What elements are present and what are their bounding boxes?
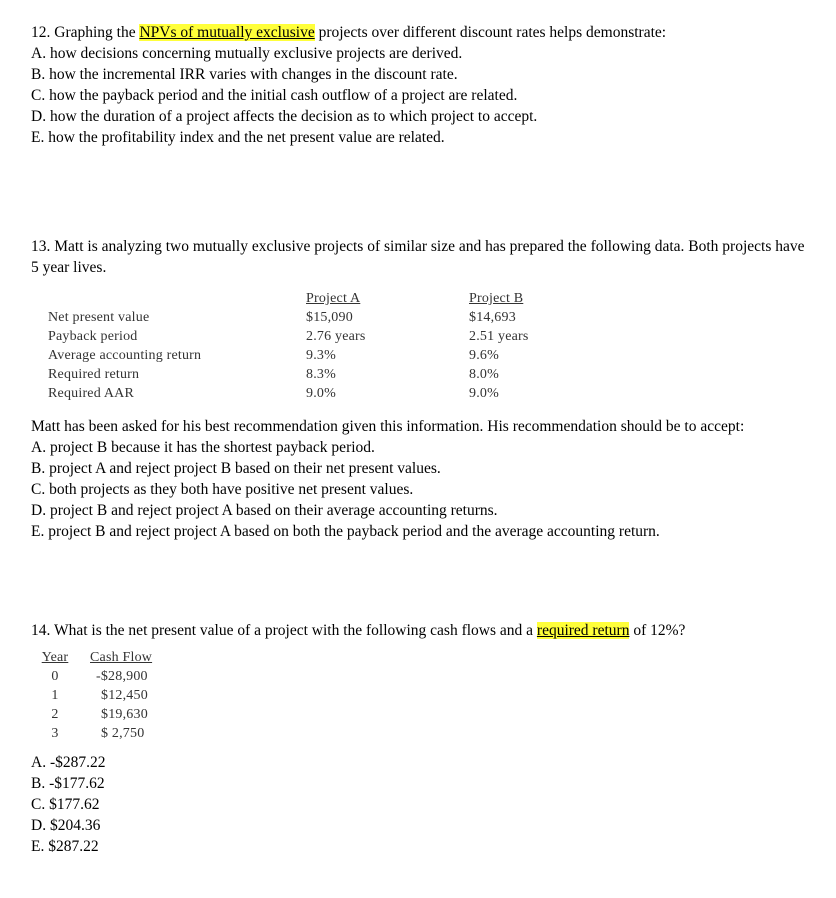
year-3: 3 [51,726,59,741]
cash-flow-3: $ 2,750 [101,726,145,741]
question-13-choice-e: E. project B and reject project A based on both the payback period and the average accounting return. [31,523,660,540]
project-b-required-return: 8.0% [469,367,499,382]
question-14-choice-d: D. $204.36 [31,817,101,834]
project-b-payback: 2.51 years [469,329,529,344]
question-13-followup: Matt has been asked for his best recommendation given this information. His recommendation should be to accept: [31,418,745,435]
project-a-required-return: 8.3% [306,367,336,382]
cash-flow-header: Cash Flow [90,650,153,665]
question-13-choice-c: C. both projects as they both have positive net present values. [31,481,414,498]
row-label-npv: Net present value [48,310,150,325]
row-label-required-return: Required return [48,367,140,382]
row-label-payback: Payback period [48,329,138,344]
year-1: 1 [51,688,59,703]
question-12-stem: 12. Graphing the NPVs of mutually exclusive projects over different discount rates helps demonstrate: [31,24,667,41]
project-b-header: Project B [469,291,524,306]
project-a-required-aar: 9.0% [306,386,336,401]
question-12-choice-d: D. how the duration of a project affects the decision as to which project to accept. [31,108,538,125]
project-a-npv: $15,090 [306,310,353,325]
question-13-stem-block [31,236,806,278]
question-12-choice-e: E. how the profitability index and the net present value are related. [31,129,445,146]
question-14-choice-c: C. $177.62 [31,796,100,813]
project-b-required-aar: 9.0% [469,386,499,401]
question-14 [31,620,685,641]
cash-flow-0: -$28,900 [96,669,148,684]
row-label-aar: Average accounting return [48,348,202,363]
project-b-aar: 9.6% [469,348,499,363]
year-0: 0 [51,669,59,684]
cash-flow-1: $12,450 [101,688,148,703]
question-14-stem: 14. What is the net present value of a project with the following cash flows and a required return of 12%? [31,622,686,639]
q14-cash-flow-column [90,648,166,743]
highlighted-phrase: required return [536,622,630,639]
question-13-choice-b: B. project A and reject project B based on their net present values. [31,460,441,477]
question-13-followup-block [31,416,806,542]
question-12-choice-a: A. how decisions concerning mutually exclusive projects are derived. [31,45,463,62]
highlighted-phrase: NPVs of mutually exclusive [139,24,315,41]
question-13-stem: 13. Matt is analyzing two mutually exclusive projects of similar size and has prepared the following data. Both projects have 5 year lives. [31,238,805,276]
q13-project-a-column [306,289,366,403]
year-header: Year [41,650,69,665]
question-14-choice-e: E. $287.22 [31,838,99,855]
year-2: 2 [51,707,59,722]
row-label-required-aar: Required AAR [48,386,135,401]
question-12 [31,22,666,148]
question-14-choices [31,752,105,857]
project-a-aar: 9.3% [306,348,336,363]
q14-year-column [38,648,72,743]
question-12-choice-b: B. how the incremental IRR varies with changes in the discount rate. [31,66,458,83]
project-b-npv: $14,693 [469,310,516,325]
question-12-choice-c: C. how the payback period and the initial cash outflow of a project are related. [31,87,518,104]
question-13-choice-d: D. project B and reject project A based on their average accounting returns. [31,502,498,519]
q13-project-b-column [469,289,529,403]
cash-flow-2: $19,630 [101,707,148,722]
q13-row-labels [48,308,201,403]
project-a-payback: 2.76 years [306,329,366,344]
project-a-header: Project A [306,291,361,306]
question-13-choice-a: A. project B because it has the shortest payback period. [31,439,375,456]
question-14-choice-b: B. -$177.62 [31,775,105,792]
question-14-choice-a: A. -$287.22 [31,754,106,771]
